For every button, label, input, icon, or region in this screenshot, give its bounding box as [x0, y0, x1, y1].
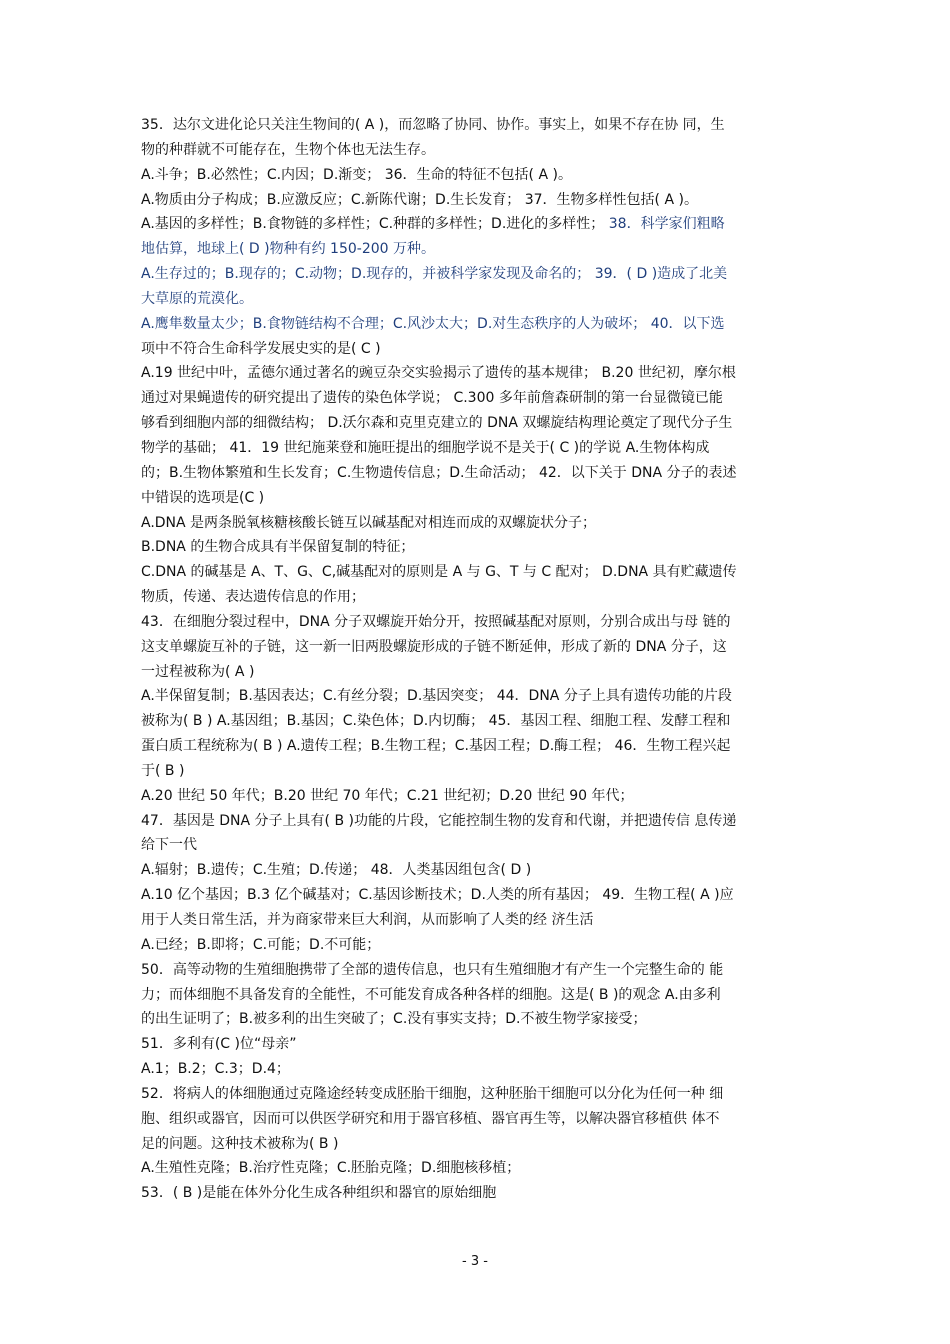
text-line: 这支单螺旋互补的子链，这一新一旧两股螺旋形成的子链不断延伸，形成了新的 DNA 分子，这: [141, 638, 727, 655]
text-line: 给下一代: [141, 837, 197, 854]
text-segment-blue: 38．科学家们粗略: [608, 216, 725, 233]
text-line: 项中不符合生命科学发展史实的是( C ): [141, 340, 381, 357]
text-line: B.DNA 的生物合成具有半保留复制的特征；: [141, 539, 415, 556]
text-line: 够看到细胞内部的细微结构； D.沃尔森和克里克建立的 DNA 双螺旋结构理论奠定了现代分子生: [141, 415, 733, 432]
text-line: 于( B ): [141, 762, 185, 779]
text-line: A.已经；B.即将；C.可能；D.不可能；: [141, 936, 381, 953]
text-line: 53．( B )是能在体外分化生成各种组织和器官的原始细胞: [141, 1185, 497, 1202]
text-line: 胞、组织或器官，因而可以供医学研究和用于器官移植、器官再生等，以解决器官移植供 体不: [141, 1110, 720, 1127]
text-line: 蛋白质工程统称为( B ) A.遗传工程；B.生物工程；C.基因工程；D.酶工程； 46．生物工程兴起: [141, 738, 731, 755]
text-line: 的；B.生物体繁殖和生长发育；C.生物遗传信息；D.生命活动； 42．以下关于 DNA 分子的表述: [141, 464, 737, 481]
text-line: A.DNA 是两条脱氧核糖核酸长链互以碱基配对相连而成的双螺旋状分子；: [141, 514, 597, 531]
text-line: 大草原的荒漠化。: [141, 290, 253, 307]
text-line: 一过程被称为( A ): [141, 663, 255, 680]
text-line: A.19 世纪中叶，孟德尔通过著名的豌豆杂交实验揭示了遗传的基本规律； B.20 世纪初，摩尔根: [141, 365, 736, 382]
text-line: 被称为( B ) A.基因组；B.基因；C.染色体；D.内切酶； 45．基因工程、细胞工程、发酵工程和: [141, 713, 731, 730]
text-line: 用于人类日常生活，并为商家带来巨大利润，从而影响了人类的经 济生活: [141, 912, 594, 928]
text-line: A.物质由分子构成；B.应激反应；C.新陈代谢；D.生长发育； 37．生物多样性包括( A )。: [141, 191, 698, 208]
text-line: A.20 世纪 50 年代；B.20 世纪 70 年代；C.21 世纪初；D.20 世纪 90 年代；: [141, 787, 634, 804]
text-line: 52．将病人的体细胞通过克隆途经转变成胚胎干细胞，这种胚胎干细胞可以分化为任何一种 细: [141, 1085, 724, 1102]
text-line: 物质，传递、表达遗传信息的作用；: [141, 589, 365, 606]
text-line: 力；而体细胞不具备发育的全能性，不可能发育成各种各样的细胞。这是( B )的观念 A.由多利: [141, 986, 721, 1003]
text-line: A.斗争；B.必然性；C.内因；D.渐变； 36．生命的特征不包括( A )。: [141, 166, 572, 183]
text-line: A.半保留复制；B.基因表达；C.有丝分裂；D.基因突变； 44．DNA 分子上具有遗传功能的片段: [141, 688, 732, 705]
text-line: 47．基因是 DNA 分子上具有( B )功能的片段，它能控制生物的发育和代谢，并把遗传信 息传递: [141, 812, 737, 829]
text-line: 50．高等动物的生殖细胞携带了全部的遗传信息，也只有生殖细胞才有产生一个完整生命的 能: [141, 961, 724, 978]
text-line: 的出生证明了；B.被多利的出生突破了；C.没有事实支持；D.不被生物学家接受；: [141, 1011, 647, 1028]
text-line: C.DNA 的碱基是 A、T、G、C,碱基配对的原则是 A 与 G、T 与 C 配对； D.DNA 具有贮藏遗传: [141, 564, 737, 581]
text-line: 物学的基础； 41．19 世纪施莱登和施旺提出的细胞学说不是关于( C )的学说 A.生物体构成: [141, 439, 710, 456]
text-line: A.10 亿个基因；B.3 亿个碱基对；C.基因诊断技术；D.人类的所有基因； 49．生物工程( A )应: [141, 887, 734, 904]
text-line: A.生存过的；B.现存的；C.动物；D.现存的，并被科学家发现及命名的； 39．( D )造成了北美: [141, 266, 728, 283]
text-line: 51．多利有(C )位“母亲”: [141, 1036, 297, 1053]
page-body: [141, 113, 813, 1206]
text-segment: A.基因的多样性；B.食物链的多样性；C.种群的多样性；D.进化的多样性；: [141, 216, 609, 233]
text-line: 43．在细胞分裂过程中，DNA 分子双螺旋开始分开，按照碱基配对原则，分别合成出与母 链的: [141, 613, 731, 630]
text-line: A.鹰隼数量太少；B.食物链结构不合理；C.风沙太大；D.对生态秩序的人为破坏； 40．以下选: [141, 315, 725, 332]
page-number: - 3 -: [462, 1254, 488, 1269]
text-line: 物的种群就不可能存在，生物个体也无法生存。: [141, 141, 435, 158]
text-line: 足的问题。这种技术被称为( B ): [141, 1135, 339, 1152]
text-line: [141, 212, 813, 237]
text-line: A.1；B.2；C.3；D.4；: [141, 1061, 290, 1078]
text-line: 通过对果蝇遗传的研究提出了遗传的染色体学说； C.300 多年前詹森研制的第一台显微镜已能: [141, 390, 723, 407]
text-line: A.生殖性克隆；B.治疗性克隆；C.胚胎克隆；D.细胞核移植；: [141, 1160, 521, 1177]
text-line: 中错误的选项是(C ): [141, 489, 265, 506]
text-line: 地估算，地球上( D )物种有约 150-200 万种。: [141, 241, 435, 258]
text-line: 35．达尔文进化论只关注生物间的( A )，而忽略了协同、协作。事实上，如果不存在协 同，生: [141, 117, 725, 133]
text-line: A.辐射；B.遗传；C.生殖；D.传递； 48．人类基因组包含( D ): [141, 862, 532, 879]
